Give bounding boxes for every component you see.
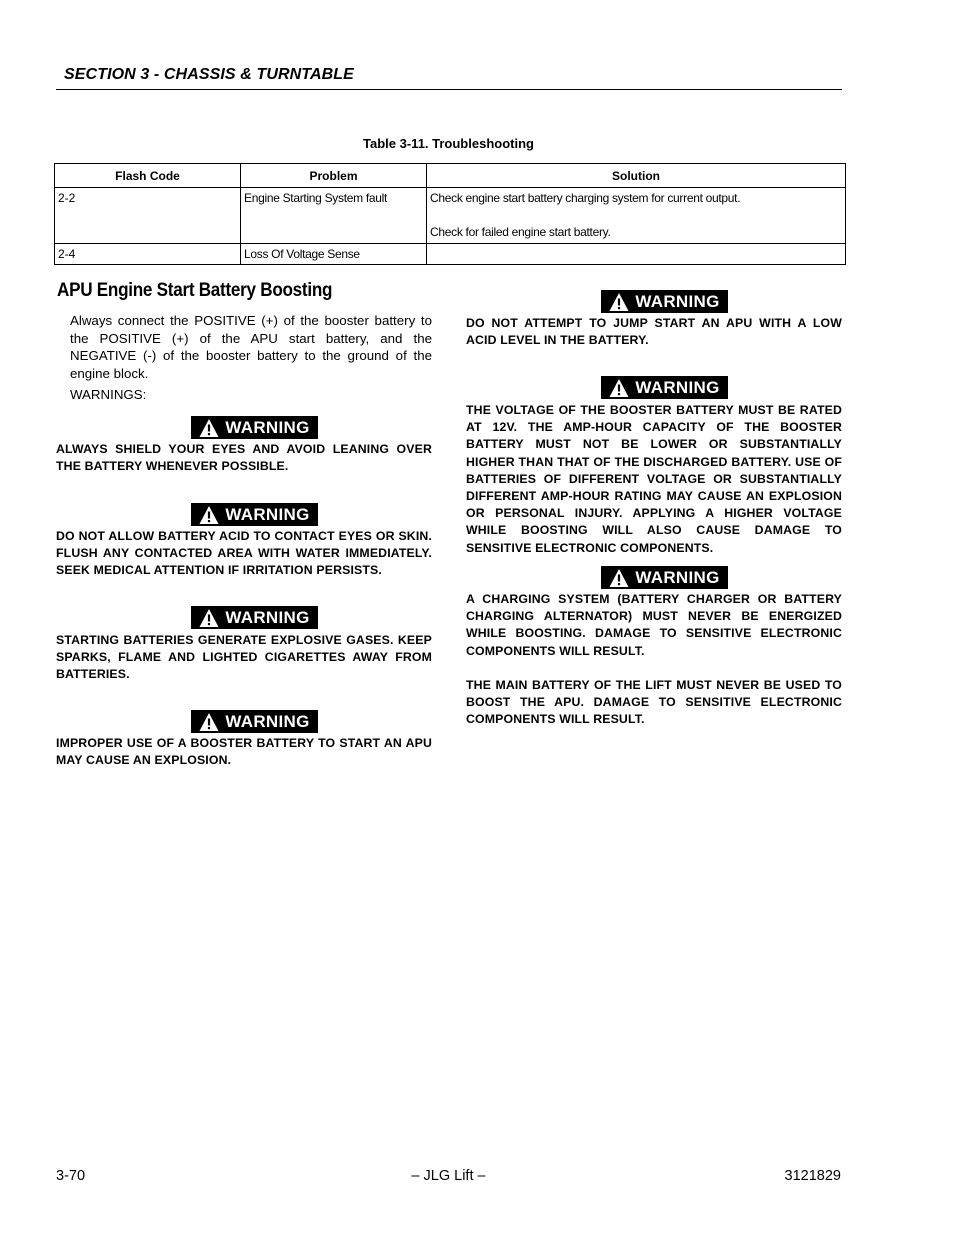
warning-triangle-icon <box>609 292 629 312</box>
warning-text: A CHARGING SYSTEM (BATTERY CHARGER OR BATTERY CHARGING ALTERNATOR) MUST NEVER BE ENERGIZED WHILE BOOSTING. DAMAGE TO SENSITIVE ELECTRONIC COMPONENTS WILL RESULT. <box>466 592 842 658</box>
footer-brand: – JLG Lift – <box>411 1168 486 1184</box>
section-heading: APU Engine Start Battery Boosting <box>57 280 333 301</box>
warning-text: IMPROPER USE OF A BOOSTER BATTERY TO START AN APU MAY CAUSE AN EXPLOSION. <box>56 736 432 768</box>
warning-badge <box>191 606 318 629</box>
problem-text: Loss Of Voltage Sense <box>244 247 360 261</box>
warning-badge-label: WARNING <box>225 504 310 524</box>
solution-line-1: Check engine start battery charging system for current output. <box>430 191 741 205</box>
column-header-problem: Problem <box>241 164 427 188</box>
warning-badge-label: WARNING <box>635 291 720 311</box>
cell-flash-code: 2-2 <box>55 188 241 244</box>
table-header-row <box>55 164 846 188</box>
table-row <box>55 188 846 244</box>
warning-triangle-icon <box>609 378 629 398</box>
warning-badge-label: WARNING <box>225 607 310 627</box>
warning-triangle-icon <box>199 418 219 438</box>
warning-badge-label: WARNING <box>635 377 720 397</box>
table-caption: Table 3-11. Troubleshooting <box>363 136 534 151</box>
solution-line-2: Check for failed engine start battery. <box>430 225 611 239</box>
problem-text: Engine Starting System fault <box>244 191 388 205</box>
warning-text: THE MAIN BATTERY OF THE LIFT MUST NEVER BE USED TO BOOST THE APU. DAMAGE TO SENSITIVE ELECTRONIC COMPONENTS WILL RESULT. <box>466 678 842 727</box>
warning-text: DO NOT ALLOW BATTERY ACID TO CONTACT EYES OR SKIN. FLUSH ANY CONTACTED AREA WITH WATER IMMEDIATELY. SEEK MEDICAL ATTENTION IF IRRITATION PERSISTS. <box>56 529 432 578</box>
intro-paragraph: Always connect the POSITIVE (+) of the booster battery to the POSITIVE (+) of the APU start battery, and the NEGATIVE (-) of the booster battery to the ground of the engine block. <box>70 313 432 381</box>
section-header-title: SECTION 3 - CHASSIS & TURNTABLE <box>64 66 354 83</box>
warning-triangle-icon <box>199 712 219 732</box>
column-header-solution: Solution <box>427 164 846 188</box>
warning-triangle-icon <box>199 505 219 525</box>
intro-text-block <box>70 312 432 404</box>
warning-triangle-icon <box>199 608 219 628</box>
cell-problem <box>241 188 427 244</box>
warning-badge-label: WARNING <box>225 417 310 437</box>
warning-triangle-icon <box>609 568 629 588</box>
warning-badge-label: WARNING <box>225 711 310 731</box>
warning-badge <box>191 503 318 526</box>
warning-text: THE VOLTAGE OF THE BOOSTER BATTERY MUST BE RATED AT 12V. THE AMP-HOUR CAPACITY OF THE BOOSTER BATTERY MUST NOT BE LOWER OR SUBSTANTIALLY HIGHER THAN THAT OF THE DISCHARGED BATTERY. USE OF BATTERIES OF DIFFERENT VOLTAGE OR SUBSTANTIALLY DIFFERENT AMP-HOUR RATING MAY CAUSE AN EXPLOSION OR PERSONAL INJURY. APPLYING A HIGHER VOLTAGE WHILE BOOSTING WILL ALSO CAUSE DAMAGE TO SENSITIVE ELECTRONIC COMPONENTS. <box>466 403 842 555</box>
cell-problem <box>241 244 427 265</box>
warning-text: STARTING BATTERIES GENERATE EXPLOSIVE GASES. KEEP SPARKS, FLAME AND LIGHTED CIGARETTES AWAY FROM BATTERIES. <box>56 633 432 682</box>
warning-text: ALWAYS SHIELD YOUR EYES AND AVOID LEANING OVER THE BATTERY WHENEVER POSSIBLE. <box>56 442 432 474</box>
footer-doc-number: 3121829 <box>784 1168 841 1184</box>
table-row <box>55 244 846 265</box>
cell-flash-code: 2-4 <box>55 244 241 265</box>
warning-badge <box>191 710 318 733</box>
warning-text: DO NOT ATTEMPT TO JUMP START AN APU WITH A LOW ACID LEVEL IN THE BATTERY. <box>466 316 842 348</box>
cell-solution <box>427 244 846 265</box>
troubleshooting-table <box>54 163 846 265</box>
warning-badge <box>601 290 728 313</box>
warning-badge <box>191 416 318 439</box>
warning-badge <box>601 376 728 399</box>
footer-page-number: 3-70 <box>56 1168 86 1184</box>
warning-badge <box>601 566 728 589</box>
cell-solution <box>427 188 846 244</box>
warnings-label: WARNINGS: <box>70 387 147 402</box>
header-rule <box>56 89 842 90</box>
warning-badge-label: WARNING <box>635 567 720 587</box>
column-header-flash-code: Flash Code <box>55 164 241 188</box>
